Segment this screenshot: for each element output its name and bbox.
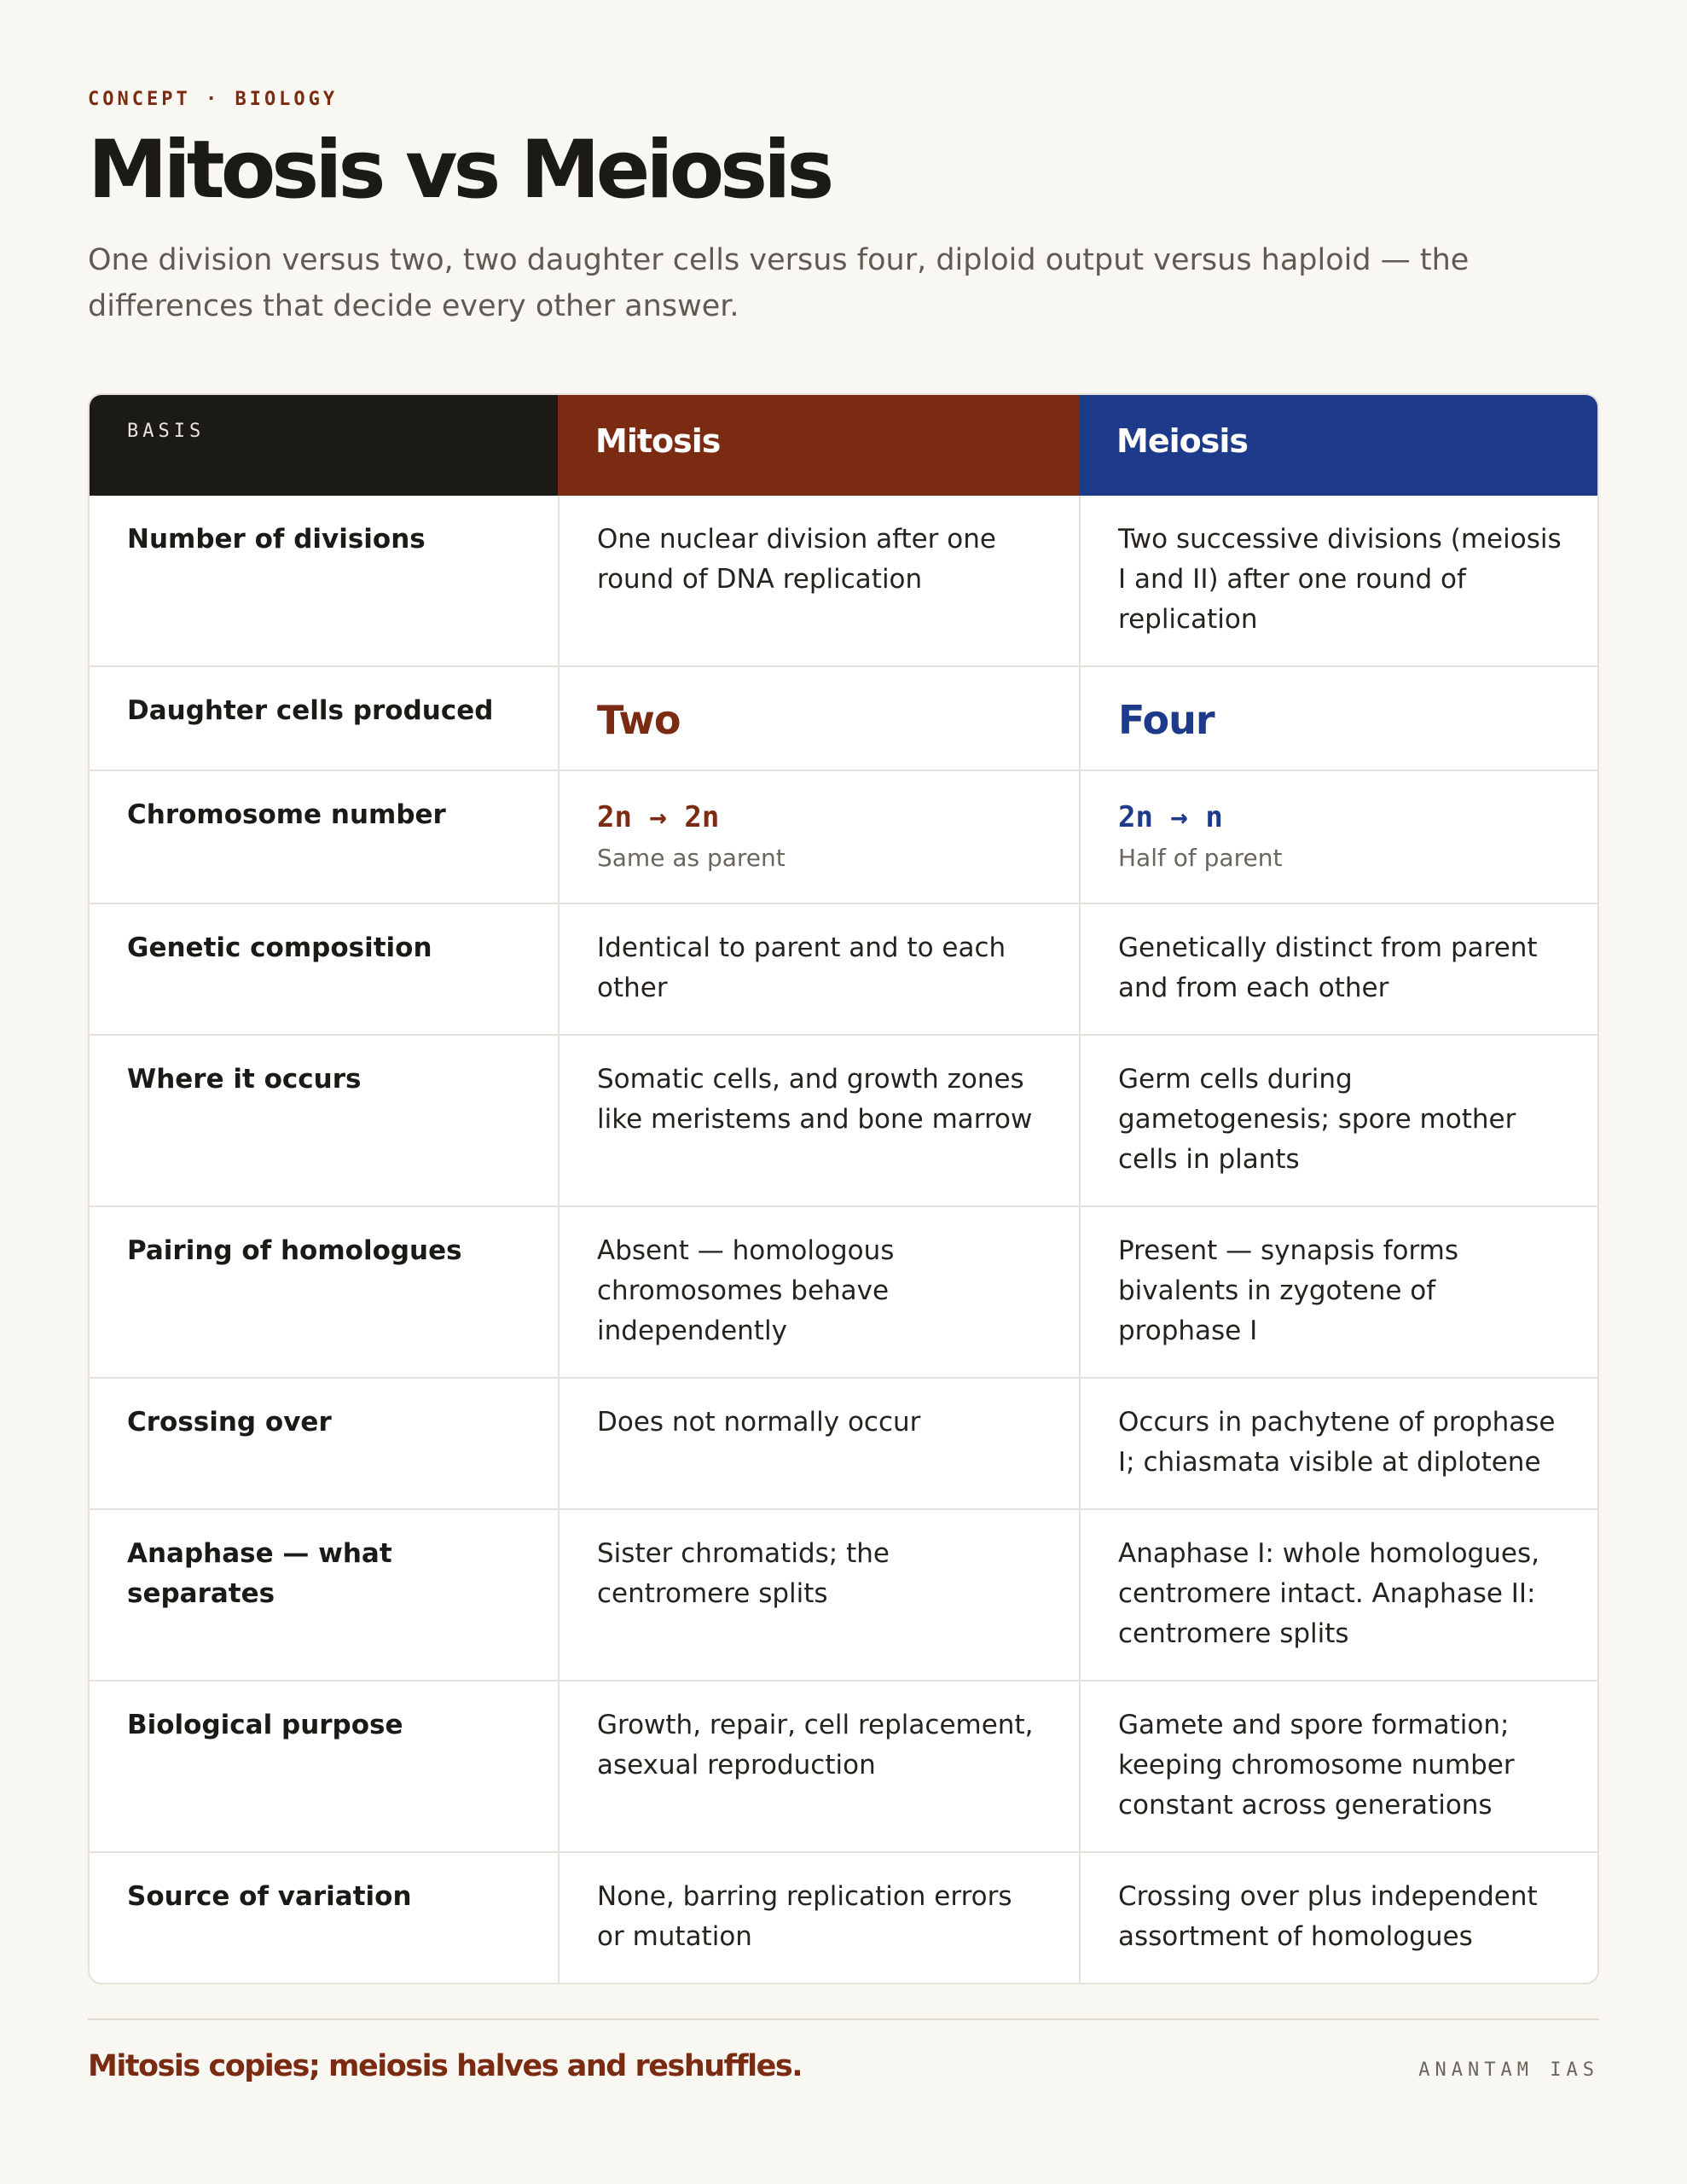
meiosis-ploidy-formula: 2n → n (1118, 800, 1223, 834)
table-row (90, 1508, 1597, 1680)
row-meiosis (1079, 771, 1597, 903)
row-mitosis: Sister chromatids; the centromere splits (558, 1510, 1079, 1680)
row-mitosis: Identical to parent and to each other (558, 904, 1079, 1034)
table-row (90, 1680, 1597, 1851)
meiosis-ploidy-note: Half of parent (1118, 844, 1283, 872)
category-eyebrow: CONCEPT · BIOLOGY (88, 89, 339, 110)
row-meiosis: Genetically distinct from parent and from each other (1079, 904, 1597, 1034)
row-basis: Crossing over (127, 1407, 332, 1438)
row-basis: Anaphase — what separates (127, 1538, 392, 1609)
table-row (90, 1377, 1597, 1508)
row-meiosis: Gamete and spore formation; keeping chromosome number constant across generations (1079, 1682, 1597, 1851)
row-meiosis: Present — synapsis forms bivalents in zygotene of prophase I (1079, 1207, 1597, 1377)
page-subtitle: One division versus two, two daughter cells versus four, diploid output versus haploid — the differences that decide every other answer. (88, 243, 1470, 323)
table-row (90, 903, 1597, 1034)
row-mitosis: Growth, repair, cell replacement, asexual reproduction (558, 1682, 1079, 1851)
table-row (90, 1851, 1597, 1983)
mitosis-ploidy-formula: 2n → 2n (597, 800, 720, 834)
row-basis: Source of variation (127, 1881, 412, 1912)
page-title: Mitosis vs Meiosis (88, 124, 831, 217)
row-basis: Daughter cells produced (127, 695, 494, 726)
footer-takeaway: Mitosis copies; meiosis halves and reshuffles. (88, 2049, 803, 2083)
row-meiosis: Occurs in pachytene of prophase I; chiasmata visible at diplotene (1079, 1379, 1597, 1508)
comparison-table (88, 393, 1599, 1984)
row-mitosis: Does not normally occur (558, 1379, 1079, 1508)
row-basis: Biological purpose (127, 1710, 403, 1740)
row-basis: Pairing of homologues (127, 1235, 462, 1266)
row-meiosis (1079, 667, 1597, 770)
row-meiosis: Germ cells during gametogenesis; spore mother cells in plants (1079, 1036, 1597, 1205)
row-meiosis: Anaphase I: whole homologues, centromere intact. Anaphase II: centromere splits (1079, 1510, 1597, 1680)
table-body (90, 496, 1597, 1983)
footer-divider (88, 2018, 1599, 2020)
row-mitosis: One nuclear division after one round of DNA replication (558, 496, 1079, 665)
table-row (90, 770, 1597, 903)
row-basis: Chromosome number (127, 799, 446, 830)
table-row (90, 665, 1597, 770)
row-meiosis: Two successive divisions (meiosis I and II) after one round of replication (1079, 496, 1597, 665)
table-row (90, 1205, 1597, 1377)
row-basis: Number of divisions (127, 524, 426, 555)
row-mitosis: Absent — homologous chromosomes behave independently (558, 1207, 1079, 1377)
header-mitosis: Mitosis (558, 395, 1079, 496)
mitosis-daughter-count: Two (597, 697, 681, 743)
header-basis: BASIS (90, 395, 558, 496)
mitosis-ploidy-note: Same as parent (597, 844, 786, 872)
row-mitosis: Somatic cells, and growth zones like meristems and bone marrow (558, 1036, 1079, 1205)
header-meiosis: Meiosis (1079, 395, 1597, 496)
table-row (90, 1034, 1597, 1205)
meiosis-daughter-count: Four (1118, 697, 1215, 743)
brand-label: ANANTAM IAS (1418, 2059, 1599, 2081)
row-meiosis: Crossing over plus independent assortment of homologues (1079, 1853, 1597, 1983)
row-basis: Where it occurs (127, 1064, 362, 1095)
row-basis: Genetic composition (127, 932, 432, 963)
row-mitosis (558, 667, 1079, 770)
row-mitosis (558, 771, 1079, 903)
table-header (90, 395, 1597, 496)
table-row (90, 496, 1597, 665)
row-mitosis: None, barring replication errors or mutation (558, 1853, 1079, 1983)
